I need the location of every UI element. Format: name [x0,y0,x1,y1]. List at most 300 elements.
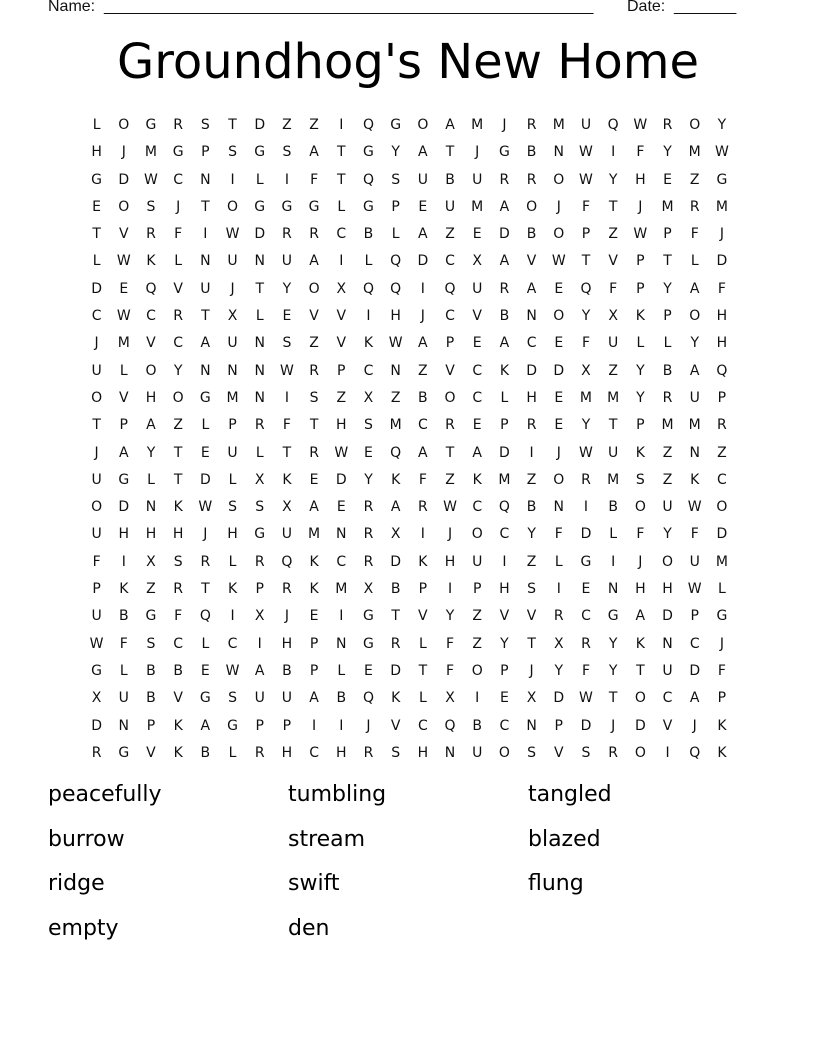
grid-letter: T [608,690,618,707]
grid-letter: W [116,308,131,325]
grid-letter: F [92,553,101,570]
word-bank-item: ridge [48,871,105,896]
grid-letter: C [689,635,700,652]
grid-letter: S [364,417,373,434]
grid-letter: M [661,198,674,215]
grid-letter: V [553,744,564,761]
grid-letter: J [719,226,724,243]
grid-letter: G [199,389,211,406]
letter-grid [83,112,736,767]
grid-letter: O [634,744,646,761]
grid-letter: S [635,471,645,488]
grid-letter: H [227,526,238,543]
grid-letter: T [608,198,618,215]
grid-letter: X [553,635,564,652]
grid-letter: U [281,526,293,543]
grid-letter: G [281,198,293,215]
grid-letter: Z [282,117,292,133]
grid-letter: I [230,608,235,625]
grid-letter: D [335,471,347,488]
grid-letter: D [689,662,701,679]
grid-letter: J [420,308,425,325]
grid-letter: S [228,144,237,161]
grid-letter: D [662,608,673,625]
name-label: Name: [48,0,96,15]
grid-letter: I [447,581,453,598]
grid-letter: S [527,744,537,761]
grid-letter: O [662,553,674,570]
grid-letter: M [661,417,674,434]
grid-letter: I [339,253,344,270]
grid-letter: G [91,662,103,679]
grid-letter: U [91,471,102,488]
grid-letter: X [282,499,292,516]
grid-letter: I [611,553,616,570]
grid-letter: L [228,744,237,761]
word-bank-item: tangled [528,782,612,807]
grid-letter: B [418,389,428,406]
grid-letter: Z [717,444,727,461]
grid-letter: X [363,581,374,598]
grid-letter: V [118,389,129,406]
grid-row [83,412,736,439]
grid-letter: S [282,335,292,352]
grid-letter: P [337,362,346,379]
grid-letter: D [91,717,102,734]
grid-letter: V [445,362,455,379]
grid-letter: Z [309,117,319,133]
grid-letter: Y [608,171,618,188]
grid-letter: A [472,444,482,461]
grid-letter: M [688,417,701,434]
grid-letter: F [282,417,291,434]
grid-letter: Q [362,171,374,188]
grid-letter: Y [663,280,672,297]
grid-letter: Z [662,471,673,488]
grid-letter: G [118,471,130,488]
grid-letter: N [254,389,265,406]
grid-letter: B [336,690,347,707]
grid-letter: C [445,253,455,270]
grid-letter: P [309,635,319,652]
grid-letter: A [499,253,510,270]
grid-letter: I [529,444,534,461]
grid-letter: U [662,662,673,679]
grid-letter: F [690,226,699,243]
grid-letter: P [581,226,591,243]
grid-letter: K [635,308,645,325]
grid-letter: Y [391,144,400,161]
grid-letter: T [92,226,101,243]
grid-letter: C [91,308,102,325]
grid-letter: Q [580,280,592,297]
grid-letter: Q [362,117,374,133]
grid-letter: S [309,389,319,406]
grid-letter: M [144,144,158,161]
grid-row [83,330,736,357]
grid-letter: L [364,253,373,270]
grid-letter: U [662,499,673,516]
grid-letter: C [472,389,483,406]
grid-letter: L [391,226,400,243]
grid-letter: F [418,471,427,488]
grid-letter: T [337,144,346,161]
grid-letter: Q [390,253,402,270]
grid-letter: U [91,608,102,625]
grid-letter: U [227,335,238,352]
grid-letter: S [282,144,292,161]
grid-letter: R [662,389,673,406]
grid-letter: U [91,362,102,379]
grid-letter: D [254,117,266,133]
grid-letter: J [719,635,724,652]
grid-letter: X [472,253,483,270]
grid-letter: G [363,635,374,652]
grid-letter: J [556,444,561,461]
grid-letter: I [583,499,589,516]
grid-letter: L [255,444,264,461]
grid-row [83,740,736,767]
grid-letter: F [581,198,590,215]
grid-letter: O [634,690,646,707]
grid-letter: K [690,471,700,488]
grid-letter: R [309,362,319,379]
grid-letter: B [445,171,455,188]
grid-letter: K [635,444,645,461]
grid-letter: X [445,690,455,707]
grid-letter: R [689,198,700,215]
grid-row [83,631,736,658]
grid-letter: E [581,581,591,598]
grid-letter: P [391,198,400,215]
grid-letter: E [119,280,129,297]
grid-letter: D [499,444,510,461]
grid-letter: D [553,690,565,707]
grid-letter: K [717,717,727,734]
grid-letter: M [226,389,239,406]
grid-letter: T [201,198,210,215]
grid-letter: N [553,499,565,516]
grid-letter: E [472,226,482,243]
grid-letter: K [173,499,183,516]
grid-letter: S [200,117,210,133]
grid-letter: I [556,581,561,598]
grid-letter: V [118,226,129,243]
grid-letter: F [446,635,455,652]
grid-letter: A [309,253,319,270]
grid-letter: W [144,171,158,188]
grid-letter: Q [199,608,211,625]
grid-letter: Y [581,308,591,325]
grid-letter: O [91,389,103,406]
grid-letter: S [228,690,237,707]
grid-letter: H [526,389,537,406]
grid-letter: E [554,389,564,406]
grid-letter: G [172,144,184,161]
grid-letter: M [715,553,728,570]
grid-letter: C [146,308,156,325]
grid-letter: O [553,226,565,243]
grid-letter: H [417,744,429,761]
grid-letter: B [608,499,618,516]
grid-letter: P [717,389,727,406]
grid-letter: T [255,280,264,297]
grid-letter: U [281,690,293,707]
grid-letter: G [363,144,374,161]
grid-row [83,276,736,303]
grid-letter: N [390,362,401,379]
grid-letter: V [173,690,183,707]
grid-letter: Q [362,280,374,297]
grid-letter: L [609,526,618,543]
grid-letter: G [199,690,211,707]
grid-letter: R [282,226,292,243]
grid-letter: R [173,308,184,325]
grid-letter: P [119,417,128,434]
grid-letter: T [201,581,210,598]
grid-letter: V [336,308,347,325]
grid-letter: J [475,144,480,161]
grid-letter: T [608,417,618,434]
grid-letter: R [254,744,265,761]
grid-letter: V [472,308,482,325]
grid-letter: C [499,717,510,734]
grid-letter: E [472,417,482,434]
grid-letter: P [445,335,455,352]
grid-letter: V [662,717,673,734]
grid-letter: G [716,171,728,188]
grid-letter: R [526,117,537,133]
grid-letter: V [526,608,537,625]
grid-letter: L [418,635,427,652]
grid-letter: P [146,717,156,734]
grid-letter: O [471,526,483,543]
grid-letter: P [309,662,319,679]
grid-letter: S [146,198,156,215]
grid-letter: R [608,744,619,761]
word-bank-item: blazed [528,826,601,852]
grid-letter: Z [445,471,455,488]
grid-letter: S [527,581,537,598]
grid-letter: Y [663,526,672,543]
grid-letter: H [662,581,673,598]
grid-letter: D [553,362,565,379]
grid-letter: J [284,608,289,625]
grid-letter: D [199,471,211,488]
grid-letter: B [363,226,374,243]
grid-letter: D [716,526,728,543]
grid-letter: I [475,690,480,707]
grid-letter: A [689,280,700,297]
grid-letter: B [146,690,156,707]
grid-letter: U [227,253,238,270]
grid-letter: N [607,581,619,598]
grid-letter: Y [636,389,645,406]
grid-letter: R [363,526,374,543]
grid-letter: R [254,417,265,434]
grid-letter: P [636,280,645,297]
grid-letter: H [336,744,347,761]
grid-letter: W [551,253,566,270]
grid-letter: I [284,389,289,406]
grid-letter: J [556,198,561,215]
grid-letter: B [200,744,211,761]
grid-letter: N [336,635,347,652]
grid-letter: R [173,581,184,598]
grid-letter: D [526,362,537,379]
grid-letter: G [254,144,266,161]
grid-letter: X [254,608,265,625]
grid-letter: A [689,362,700,379]
grid-letter: Y [717,117,727,133]
grid-letter: O [689,308,701,325]
word-bank-item: tumbling [288,782,387,807]
grid-letter: U [472,744,483,761]
grid-letter: N [200,362,211,379]
grid-letter: O [716,499,728,516]
grid-letter: T [418,662,428,679]
grid-row [83,385,736,412]
grid-letter: W [279,362,294,379]
grid-letter: C [173,335,184,352]
grid-letter: E [200,444,210,461]
grid-letter: M [607,389,620,406]
grid-letter: I [284,171,289,188]
grid-letter: K [717,744,727,761]
grid-letter: A [146,417,156,434]
grid-letter: K [635,635,645,652]
grid-letter: M [552,117,565,133]
grid-letter: V [499,608,510,625]
grid-letter: N [200,171,211,188]
grid-letter: H [281,744,293,761]
grid-letter: K [173,744,183,761]
grid-letter: W [714,144,729,161]
grid-letter: Q [689,744,701,761]
grid-letter: U [118,690,129,707]
grid-letter: Z [472,608,483,625]
grid-letter: G [607,608,619,625]
grid-letter: B [526,226,537,243]
grid-letter: R [417,499,428,516]
grid-letter: M [389,417,402,434]
grid-letter: T [173,471,183,488]
grid-letter: U [580,117,592,133]
grid-letter: R [173,117,184,133]
word-bank-item: empty [48,915,119,941]
grid-letter: N [689,444,700,461]
grid-letter: D [118,499,130,516]
grid-letter: S [581,744,591,761]
grid-row [83,248,736,275]
grid-letter: O [689,117,701,133]
grid-letter: R [390,635,401,652]
grid-letter: V [146,744,156,761]
grid-letter: C [363,362,374,379]
grid-letter: P [663,226,672,243]
grid-letter: Y [146,444,156,461]
grid-letter: Q [390,444,402,461]
grid-letter: K [472,471,482,488]
grid-letter: N [526,308,537,325]
grid-letter: R [91,744,102,761]
grid-letter: C [173,635,184,652]
grid-letter: T [445,144,455,161]
grid-letter: K [391,471,401,488]
grid-letter: L [228,471,237,488]
grid-letter: Z [662,444,673,461]
grid-letter: U [254,690,265,707]
grid-letter: N [145,499,157,516]
grid-letter: I [366,308,371,325]
grid-letter: M [117,335,130,352]
grid-letter: Q [498,499,510,516]
grid-letter: V [309,308,319,325]
grid-letter: Z [418,362,428,379]
grid-letter: H [145,526,157,543]
grid-letter: M [688,144,701,161]
grid-letter: M [471,117,484,133]
grid-letter: A [418,226,428,243]
grid-letter: R [309,444,319,461]
grid-row [83,194,736,221]
grid-letter: A [309,144,319,161]
grid-letter: K [173,717,183,734]
grid-letter: T [92,417,101,434]
grid-letter: R [717,417,727,434]
grid-letter: I [257,635,262,652]
grid-letter: A [418,335,428,352]
grid-letter: R [553,608,564,625]
grid-letter: E [309,608,319,625]
grid-letter: V [336,335,347,352]
grid-letter: R [363,499,374,516]
grid-letter: Z [445,226,455,243]
word-bank-item: stream [288,826,366,852]
grid-letter: B [118,608,129,625]
grid-letter: J [203,526,208,543]
grid-letter: L [201,635,210,652]
grid-letter: O [444,389,456,406]
grid-letter: N [553,144,565,161]
grid-letter: H [716,308,728,325]
grid-letter: S [391,744,401,761]
grid-letter: C [336,226,347,243]
grid-letter: H [281,635,293,652]
page-title: Groundhog's New Home [117,34,699,90]
grid-letter: Y [608,662,618,679]
grid-letter: T [636,662,645,679]
grid-letter: W [388,335,403,352]
grid-letter: N [254,335,265,352]
grid-letter: F [174,608,183,625]
grid-letter: T [282,444,292,461]
grid-letter: R [499,171,510,188]
grid-letter: I [665,744,670,761]
grid-letter: F [581,335,590,352]
grid-letter: A [390,499,401,516]
grid-letter: D [118,171,130,188]
grid-letter: R [282,581,292,598]
grid-letter: V [418,608,428,625]
grid-letter: G [308,198,320,215]
grid-letter: X [254,471,265,488]
grid-letter: I [339,717,344,734]
grid-letter: P [201,144,210,161]
grid-letter: P [636,417,645,434]
grid-letter: I [312,717,317,734]
grid-letter: W [687,581,702,598]
